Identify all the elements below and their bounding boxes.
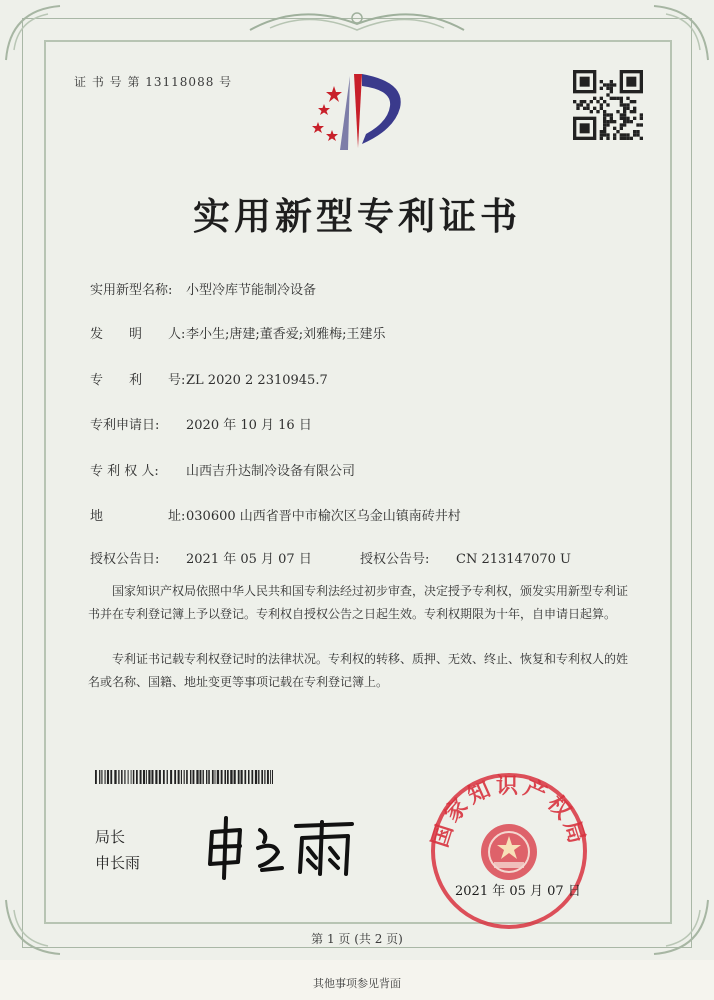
grant-date-label: 授权公告日: <box>90 552 160 567</box>
cnipa-emblem <box>296 64 422 154</box>
certificate-title: 实用新型专利证书 <box>193 194 521 238</box>
utility-model-name-row <box>90 279 316 298</box>
inventors-label: 发 明 人: <box>90 327 186 342</box>
page-indicator: 第 1 页 (共 2 页) <box>311 932 403 946</box>
application-date-label: 专利申请日: <box>90 418 160 433</box>
barcode <box>95 770 273 784</box>
patentee-label: 专 利 权 人: <box>90 464 159 479</box>
certificate-number: 证 书 号 第 13118088 号 <box>74 75 233 89</box>
application-date-row <box>90 414 312 433</box>
corner-ornament-bottom-left <box>0 880 80 960</box>
patent-number-label: 专 利 号: <box>90 373 186 388</box>
patentee-value: 山西吉升达制冷设备有限公司 <box>186 464 356 479</box>
address-value: 030600 山西省晋中市榆次区乌金山镇南砖井村 <box>186 509 461 524</box>
chief-name: 申长雨 <box>95 854 141 872</box>
inventors-value: 李小生;唐建;董香爱;刘雅梅;王建乐 <box>186 327 386 342</box>
utility-model-name-label: 实用新型名称: <box>90 283 173 298</box>
seal-text: 国家知识产权局 <box>428 773 590 851</box>
statement-paragraph-1: 国家知识产权局依照中华人民共和国专利法经过初步审查，决定授予专利权，颁发实用新型专利证书并在专利登记簿上予以登记。专利权自授权公告之日起生效。专利权期限为十年，自申请日起算。 <box>88 584 629 621</box>
patent-number-row <box>90 369 328 388</box>
statement-paragraph-2: 专利证书记载专利权登记时的法律状况。专利权的转移、质押、无效、终止、恢复和专利权人的姓名或名称、国籍、地址变更等事项记载在专利登记簿上。 <box>88 652 629 689</box>
cnipa-seal <box>428 770 590 932</box>
top-ornament <box>0 0 714 40</box>
seal-date: 2021 年 05 月 07 日 <box>455 884 581 899</box>
chief-title: 局长 <box>95 828 126 846</box>
grant-number-value: CN 213147070 U <box>456 552 571 567</box>
signature <box>202 812 362 882</box>
corner-ornament-top-right <box>634 0 714 80</box>
patentee-row <box>90 460 355 479</box>
inventors-row <box>90 323 386 342</box>
qr-code <box>573 70 643 140</box>
application-date-value: 2020 年 10 月 16 日 <box>186 418 312 433</box>
address-row <box>90 505 461 524</box>
patent-number-value: ZL 2020 2 2310945.7 <box>186 373 328 388</box>
grant-number-row <box>360 548 571 567</box>
utility-model-name-value: 小型冷库节能制冷设备 <box>186 283 317 298</box>
footer-note: 其他事项参见背面 <box>313 977 401 990</box>
address-label: 地 址: <box>90 509 186 524</box>
corner-ornament-bottom-right <box>634 880 714 960</box>
grant-date-row <box>90 548 312 567</box>
corner-ornament-top-left <box>0 0 80 80</box>
grant-date-value: 2021 年 05 月 07 日 <box>186 552 312 567</box>
grant-number-label: 授权公告号: <box>360 552 430 567</box>
